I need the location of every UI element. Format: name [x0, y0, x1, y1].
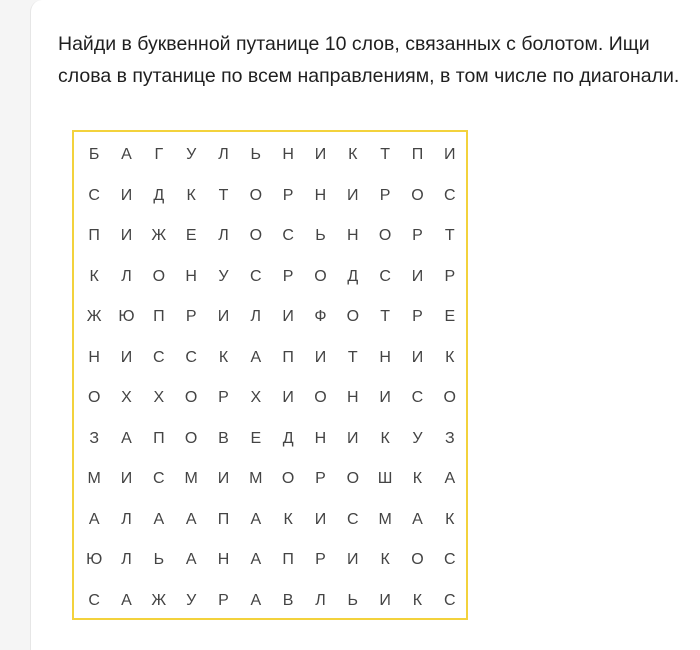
grid-letter: М: [249, 470, 263, 488]
grid-letter: Х: [121, 389, 132, 407]
grid-letter: Н: [282, 146, 294, 164]
grid-letter: Р: [379, 186, 391, 204]
grid-letter: Т: [347, 348, 358, 366]
grid-letter: Л: [315, 591, 326, 609]
grid-letter: Е: [444, 308, 456, 326]
grid-letter: Д: [153, 186, 165, 204]
grid-letter: М: [87, 470, 101, 488]
grid-letter: Н: [314, 186, 327, 204]
grid-letter: О: [314, 267, 327, 285]
grid-letter: А: [185, 551, 197, 569]
grid-letter: Р: [185, 308, 197, 326]
grid-letter: Н: [347, 227, 359, 245]
grid-letter: Ф: [314, 308, 327, 326]
grid-letter: Т: [444, 227, 455, 245]
grid-letter: И: [314, 348, 327, 366]
grid-letter: К: [412, 591, 423, 609]
grid-row: [78, 459, 466, 500]
grid-row: [78, 216, 466, 257]
grid-letter: Ь: [347, 591, 359, 609]
grid-letter: Т: [380, 308, 390, 326]
grid-letter: О: [249, 186, 263, 204]
grid-letter: З: [444, 429, 455, 447]
grid-letter: К: [283, 510, 293, 528]
grid-letter: Ь: [250, 146, 262, 164]
grid-letter: И: [282, 308, 294, 326]
grid-letter: Р: [218, 389, 229, 407]
grid-letter: И: [120, 470, 133, 488]
grid-letter: И: [217, 470, 230, 488]
grid-letter: О: [184, 429, 198, 447]
grid-letter: Е: [250, 429, 262, 447]
grid-letter: Б: [88, 146, 100, 164]
grid-letter: О: [346, 470, 360, 488]
grid-letter: Л: [250, 308, 262, 326]
grid-letter: К: [380, 429, 390, 447]
grid-letter: В: [282, 591, 294, 609]
grid-letter: И: [314, 510, 327, 528]
grid-letter: Д: [347, 267, 359, 285]
grid-row: [78, 581, 466, 622]
grid-letter: С: [347, 510, 359, 528]
grid-letter: Е: [185, 227, 197, 245]
grid-letter: К: [348, 146, 358, 164]
grid-letter: Р: [444, 267, 456, 285]
grid-letter: А: [250, 551, 262, 569]
grid-letter: Л: [121, 510, 132, 528]
grid-letter: Л: [218, 146, 229, 164]
grid-row: [78, 135, 466, 176]
grid-letter: А: [185, 510, 197, 528]
grid-letter: О: [378, 227, 392, 245]
grid-letter: И: [347, 429, 359, 447]
grid-letter: С: [443, 591, 456, 609]
grid-letter: К: [218, 348, 229, 366]
grid-letter: Р: [218, 591, 229, 609]
grid-letter: И: [379, 591, 391, 609]
grid-letter: Ж: [151, 591, 167, 609]
grid-letter: К: [89, 267, 99, 285]
grid-letter: О: [249, 227, 263, 245]
grid-letter: С: [443, 186, 456, 204]
grid-letter: И: [314, 146, 327, 164]
grid-letter: Р: [315, 470, 326, 488]
grid-letter: П: [153, 429, 165, 447]
grid-letter: Ю: [118, 308, 135, 326]
grid-letter: И: [217, 308, 230, 326]
grid-letter: И: [120, 186, 133, 204]
grid-letter: Н: [314, 429, 327, 447]
grid-letter: К: [445, 348, 455, 366]
grid-letter: П: [88, 227, 100, 245]
grid-letter: А: [444, 470, 456, 488]
grid-letter: Ь: [153, 551, 165, 569]
grid-letter: О: [314, 389, 327, 407]
grid-letter: И: [120, 348, 133, 366]
grid-letter: И: [444, 146, 456, 164]
grid-letter: Р: [282, 186, 294, 204]
grid-letter: Р: [412, 227, 423, 245]
grid-row: [78, 540, 466, 581]
grid-letter: С: [411, 389, 424, 407]
grid-letter: М: [378, 510, 392, 528]
grid-letter: К: [445, 510, 455, 528]
grid-letter: О: [184, 389, 198, 407]
grid-letter: Ю: [86, 551, 103, 569]
grid-letter: А: [121, 591, 132, 609]
grid-letter: И: [347, 186, 359, 204]
grid-letter: У: [186, 591, 197, 609]
grid-letter: И: [379, 389, 391, 407]
grid-letter: У: [412, 429, 423, 447]
grid-row: [78, 500, 466, 541]
grid-letter: Ж: [86, 308, 102, 326]
grid-letter: И: [411, 348, 424, 366]
grid-letter: И: [411, 267, 424, 285]
grid-letter: Н: [185, 267, 197, 285]
grid-letter: С: [153, 348, 165, 366]
grid-letter: А: [121, 146, 132, 164]
grid-letter: О: [443, 389, 456, 407]
grid-row: [78, 419, 466, 460]
grid-letter: П: [411, 146, 424, 164]
grid-letter: Р: [282, 267, 294, 285]
grid-row: [78, 257, 466, 298]
grid-letter: С: [88, 591, 100, 609]
grid-letter: К: [186, 186, 196, 204]
grid-letter: С: [185, 348, 197, 366]
grid-letter: С: [153, 470, 165, 488]
word-search-grid: [74, 132, 466, 618]
grid-letter: С: [282, 227, 294, 245]
grid-letter: Л: [121, 267, 132, 285]
grid-letter: Х: [250, 389, 262, 407]
grid-letter: И: [120, 227, 133, 245]
grid-letter: У: [218, 267, 229, 285]
grid-letter: Г: [154, 146, 164, 164]
grid-letter: Л: [218, 227, 229, 245]
grid-letter: Т: [380, 146, 390, 164]
grid-letter: О: [87, 389, 101, 407]
grid-letter: Т: [218, 186, 229, 204]
grid-letter: Х: [153, 389, 165, 407]
grid-letter: А: [250, 591, 262, 609]
grid-letter: Н: [217, 551, 230, 569]
grid-letter: Н: [379, 348, 391, 366]
grid-letter: А: [153, 510, 165, 528]
grid-letter: А: [250, 348, 262, 366]
grid-letter: Р: [315, 551, 326, 569]
grid-letter: М: [184, 470, 198, 488]
grid-letter: Р: [412, 308, 423, 326]
grid-letter: С: [250, 267, 262, 285]
grid-letter: К: [380, 551, 390, 569]
grid-letter: К: [412, 470, 423, 488]
grid-letter: В: [218, 429, 229, 447]
grid-row: [78, 176, 466, 217]
grid-letter: А: [88, 510, 100, 528]
grid-letter: О: [411, 186, 424, 204]
grid-letter: П: [282, 551, 294, 569]
grid-letter: П: [153, 308, 165, 326]
grid-letter: Ш: [377, 470, 393, 488]
grid-letter: С: [88, 186, 100, 204]
task-instructions: Найди в буквенной путанице 10 слов, связанных с болотом. Ищи слова в путанице по всем направлениям, в том числе по диагонали.: [58, 33, 680, 87]
grid-letter: З: [89, 429, 99, 447]
word-search-frame: [72, 130, 468, 620]
grid-letter: Ж: [151, 227, 167, 245]
grid-letter: Л: [121, 551, 132, 569]
grid-letter: А: [412, 510, 423, 528]
grid-letter: П: [282, 348, 294, 366]
grid-letter: И: [347, 551, 359, 569]
grid-row: [78, 297, 466, 338]
grid-letter: О: [281, 470, 295, 488]
grid-row: [78, 338, 466, 379]
grid-letter: А: [250, 510, 262, 528]
grid-letter: П: [217, 510, 230, 528]
grid-letter: Н: [88, 348, 100, 366]
grid-letter: Н: [347, 389, 359, 407]
grid-letter: Д: [282, 429, 294, 447]
grid-letter: О: [346, 308, 360, 326]
grid-letter: О: [152, 267, 166, 285]
grid-letter: О: [411, 551, 424, 569]
grid-letter: С: [443, 551, 456, 569]
grid-letter: И: [282, 389, 294, 407]
grid-row: [78, 378, 466, 419]
grid-letter: Ь: [315, 227, 326, 245]
grid-letter: А: [121, 429, 132, 447]
grid-letter: С: [379, 267, 391, 285]
grid-letter: У: [186, 146, 197, 164]
